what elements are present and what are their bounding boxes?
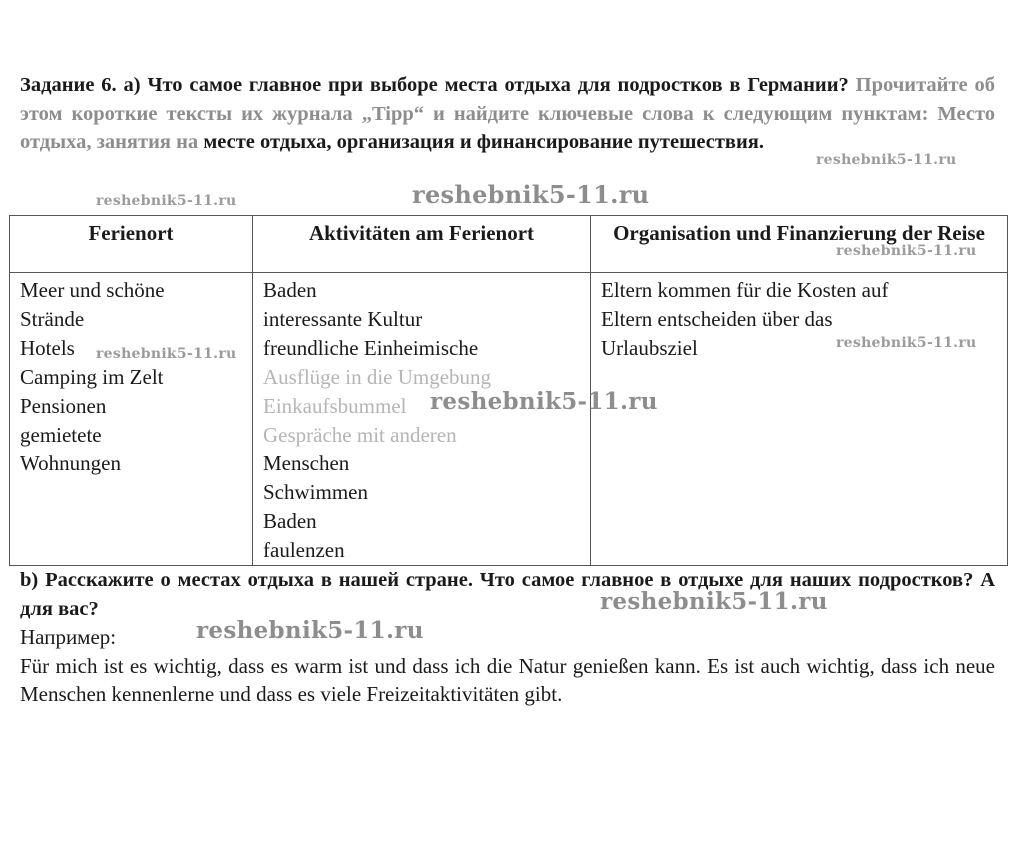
list-item: Baden [263,278,317,302]
watermark: reshebnik5-11.ru [816,152,957,168]
list-item: Gespräche mit anderen [263,422,457,447]
list-item: Einkaufsbummel [263,393,407,418]
task-a-faded-text: Прочитайте об этом короткие тексты их журнала „Tipp“ и найдите ключевые слова к следующим пунктам: Место отдыха, занятия на [20,74,995,153]
watermark: reshebnik5-11.ru [430,388,658,415]
list-item: gemietete [20,422,102,447]
example-text: Für mich ist es wichtig, dass es warm ist und dass ich die Natur genießen kann. Es ist auch wichtig, dass ich neue Menschen kennenlerne und dass es viele Freizeitaktivitäten gibt. [20,653,995,706]
list-item: interessante Kultur [263,306,423,331]
list-item: Eltern entscheiden über das [601,306,833,331]
list-item: Schwimmen [263,480,368,505]
header-organisation: Organisation und Finanzierung der Reise [591,216,1008,273]
header-ferienort: Ferienort [10,216,253,273]
organisation-cell [591,273,1008,566]
aktivitaeten-cell [253,273,591,566]
list-item: Baden [263,509,317,534]
list-item: faulenzen [263,538,345,563]
task-b-question: b) Расскажите о местах отдыха в нашей стране. Что самое главное в отдыхе для наших подростков? А для вас? [20,569,995,620]
watermark: reshebnik5-11.ru [96,346,237,362]
list-item: Camping im Zelt [20,364,164,389]
task-a-tail: месте отдыха, организация и финансирование путешествия. [203,131,764,153]
watermark: reshebnik5-11.ru [196,617,424,644]
table-row [10,273,1008,566]
list-item: Eltern kommen für die Kosten auf [601,278,889,302]
list-item: freundliche Einheimische [263,335,479,360]
watermark: reshebnik5-11.ru [96,193,237,209]
list-item: Pensionen [20,393,107,418]
watermark: reshebnik5-11.ru [412,180,650,209]
watermark: reshebnik5-11.ru [836,243,977,259]
ferienort-cell [10,273,253,566]
watermark: reshebnik5-11.ru [836,335,977,351]
example-label: Например: [20,625,117,649]
task-a-question: Задание 6. a) Что самое главное при выборе места отдыха для подростков в Германии? [20,74,849,96]
list-item: Urlaubsziel [601,335,698,360]
list-item: Wohnungen [20,451,121,476]
list-item: Ausflüge in die Umgebung [263,364,492,389]
task-b [20,566,995,709]
header-aktivitaeten: Aktivitäten am Ferienort [253,216,591,273]
list-item: Menschen [263,451,350,476]
list-item: Meer und schöne [20,278,165,302]
task-a-instructions [20,71,995,157]
watermark: reshebnik5-11.ru [600,588,828,615]
list-item: Hotels [20,335,75,360]
list-item: Strände [20,306,85,331]
